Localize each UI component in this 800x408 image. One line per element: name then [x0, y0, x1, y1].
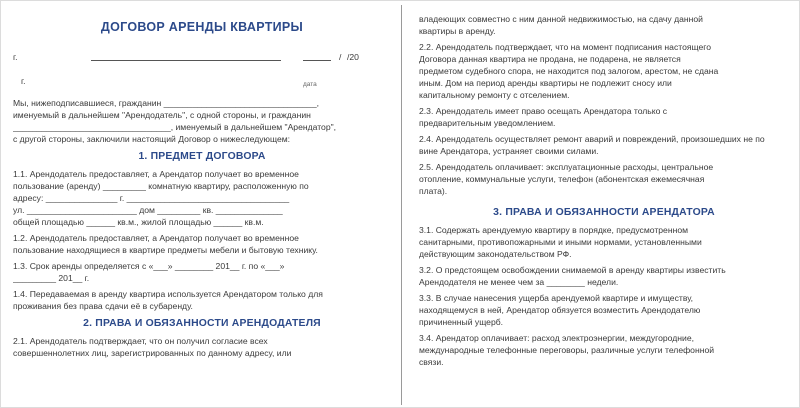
city-label-2: г.: [21, 76, 26, 86]
clause-line: предметом судебного спора, не находится под залогом, арестом, не сдана: [419, 66, 719, 76]
clause-line: 2.3. Арендодатель имеет право осещать Арендатора только с: [419, 106, 668, 116]
clause-line: причиненный ущерб.: [419, 317, 504, 327]
clause-line: 2.4. Арендодатель осуществляет ремонт аварий и повреждений, произошедших не по: [419, 134, 765, 144]
clause-line: связи.: [419, 357, 444, 367]
clause-2-1: [13, 335, 391, 359]
clause-line: международные телефонные переговоры, различные услуги телефонной: [419, 345, 715, 355]
clause-line: квартиры в аренду.: [419, 26, 496, 36]
intro-line: именуемый в дальнейшем "Арендодатель", с одной стороны, и гражданин: [13, 110, 311, 120]
year-label: /20: [347, 52, 359, 62]
clause-1-4: [13, 288, 391, 312]
clause-line: Договора данная квартира не продана, не подарена, не является: [419, 54, 681, 64]
clause-line: вине Арендатора, устраняет своими силами.: [419, 146, 599, 156]
clause-line: действующим законодательством РФ.: [419, 249, 572, 259]
clause-line: 3.4. Арендатор оплачивает: расход электроэнергии, междугородние,: [419, 333, 694, 343]
clause-line: предварительным уведомлением.: [419, 118, 556, 128]
clause-line: 3.3. В случае нанесения ущерба арендуемой квартире и имуществу,: [419, 293, 694, 303]
intro-line: _________________________________, именуемый в дальнейшем "Арендатор",: [13, 122, 337, 132]
clause-line: адресу: _______________ г. __________________________________: [13, 193, 290, 203]
clause-2-3: [419, 105, 789, 129]
clause-1-1: [13, 168, 391, 228]
intro-paragraph: [13, 97, 391, 145]
clause-line: 1.2. Арендодатель предоставляет, а Арендатор получает во временное: [13, 233, 299, 243]
left-page: [13, 1, 391, 407]
date-caption: дата: [303, 81, 317, 88]
section-1-heading: 1. ПРЕДМЕТ ДОГОВОРА: [138, 151, 266, 162]
clause-line: пользование (аренду) _________ комнатную квартиру, расположенную по: [13, 181, 309, 191]
clause-line: пользование находящиеся в квартире предметы мебели и бытовую технику.: [13, 245, 318, 255]
clause-line: владеющих совместно с ним данной недвижимостью, на сдачу данной: [419, 14, 703, 24]
clause-2-2: [419, 41, 789, 101]
clause-line: 2.2. Арендодатель подтверждает, что на момент подписания настоящего: [419, 42, 711, 52]
clause-1-3: [13, 260, 391, 284]
clause-line: капитальному ремонту с отселением.: [419, 90, 570, 100]
clause-3-1: [419, 224, 789, 260]
clause-3-2: [419, 264, 789, 288]
city-date-line: [13, 51, 391, 63]
clause-2-5: [419, 161, 789, 197]
city-label: г.: [13, 52, 18, 62]
clause-2-1-continued: [419, 13, 789, 37]
intro-line: Мы, нижеподписавшиеся, гражданин ________________________________,: [13, 98, 319, 108]
clause-line: плата).: [419, 186, 448, 196]
clause-line: _________ 201__ г.: [13, 273, 90, 283]
clause-line: 1.1. Арендодатель предоставляет, а Арендатор получает во временное: [13, 169, 299, 179]
clause-line: ул. _______________________ дом _________ кв. ______________: [13, 205, 283, 215]
page-divider: [401, 5, 402, 405]
clause-line: 1.3. Срок аренды определяется с «___» ________ 201__ г. по «___»: [13, 261, 285, 271]
second-header-line: [13, 75, 391, 87]
intro-line: с другой стороны, заключили настоящий Договор о нижеследующем:: [13, 134, 291, 144]
clause-line: Арендодателя не менее чем за ________ недели.: [419, 277, 619, 287]
clause-line: находящемуся в ней, Арендатор обязуется возместить Арендодателю: [419, 305, 701, 315]
document-title: ДОГОВОР АРЕНДЫ КВАРТИРЫ: [100, 20, 304, 34]
clause-line: проживания без права сдачи её в субаренду.: [13, 301, 193, 311]
clause-line: совершеннолетних лиц, зарегистрированных по данному адресу, или: [13, 348, 292, 358]
clause-line: отопление, коммунальные услуги, телефон (абонентская ежемесячная: [419, 174, 705, 184]
section-2-heading: 2. ПРАВА И ОБЯЗАННОСТИ АРЕНДОДАТЕЛЯ: [83, 318, 321, 329]
clause-line: санитарными, противопожарными и иными нормами, установленными: [419, 237, 702, 247]
clause-line: 3.1. Содержать арендуемую квартиру в порядке, предусмотренном: [419, 225, 689, 235]
clause-line: общей площадью ______ кв.м., жилой площадью ______ кв.м.: [13, 217, 264, 227]
clause-line: 2.5. Арендодатель оплачивает: эксплуатационные расходы, центральное: [419, 162, 714, 172]
clause-line: иным. Дом на период аренды квартиры не подлежит сносу или: [419, 78, 672, 88]
section-3-heading: 3. ПРАВА И ОБЯЗАННОСТИ АРЕНДАТОРА: [493, 207, 715, 218]
clause-2-4: [419, 133, 789, 157]
date-slash: /: [339, 52, 342, 62]
clause-line: 3.2. О предстоящем освобождении снимаемой в аренду квартиры известить: [419, 265, 726, 275]
clause-1-2: [13, 232, 391, 256]
clause-3-4: [419, 332, 789, 368]
clause-line: 2.1. Арендодатель подтверждает, что он получил согласие всех: [13, 336, 268, 346]
clause-line: 1.4. Передаваемая в аренду квартира используется Арендатором только для: [13, 289, 323, 299]
right-page: [419, 1, 789, 407]
clause-3-3: [419, 292, 789, 328]
